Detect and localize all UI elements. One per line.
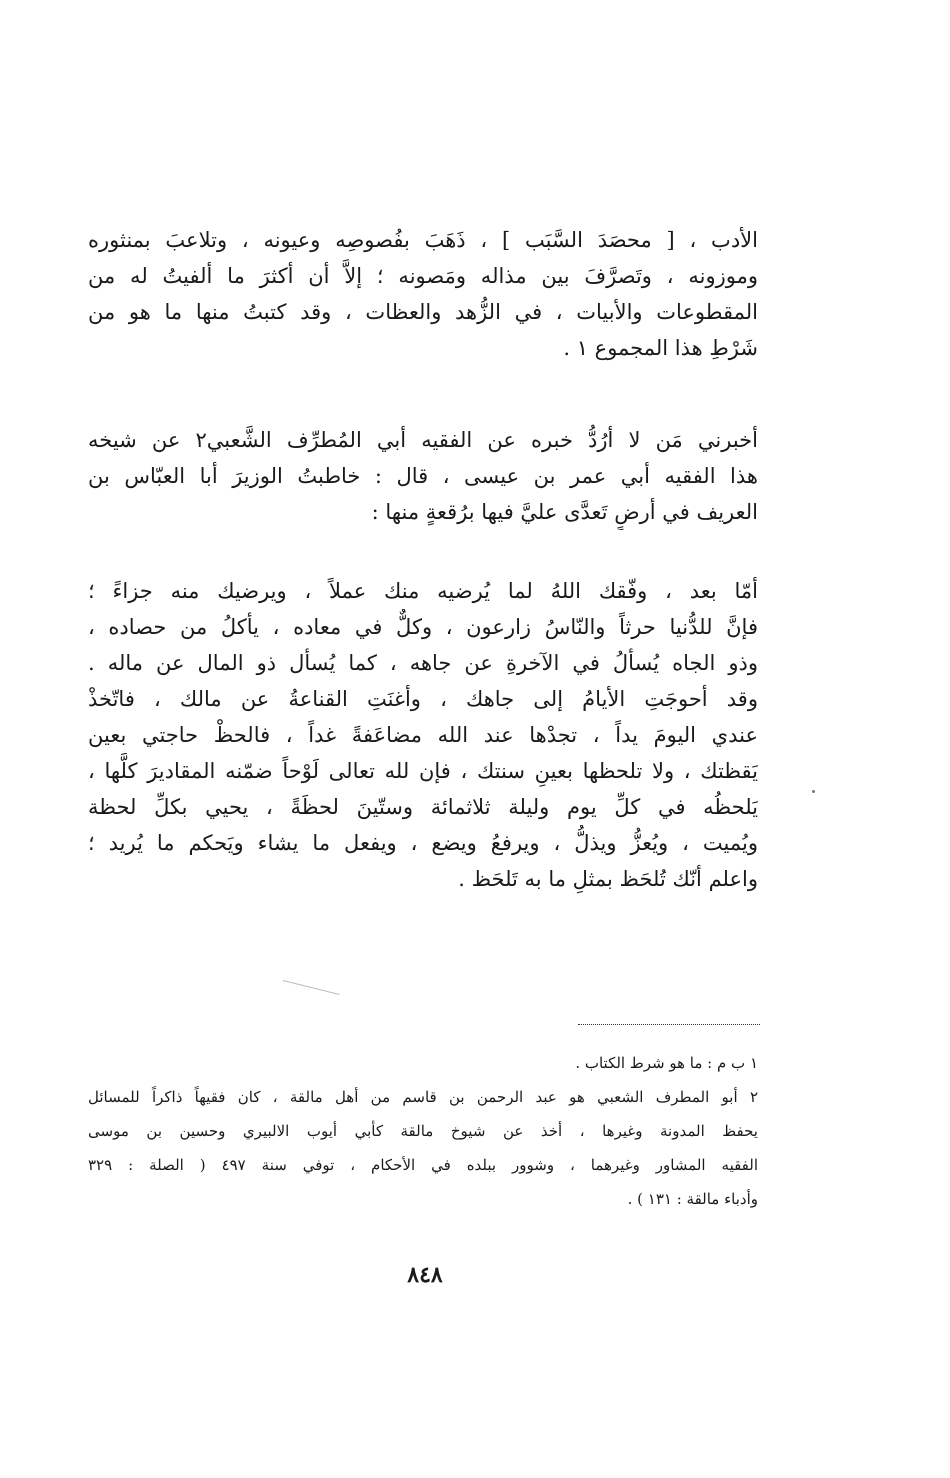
- text-line: فإنَّ للدُّنيا حرثاً والنّاسُ زارعون ، وكلٌّ في معاده ، يأكلُ من حصاده ،: [88, 615, 758, 639]
- paragraph-letter: [88, 573, 758, 897]
- text-line: أمّا بعد ، وفّقك اللهُ لما يُرضيه منك عملاً ، ويرضيك منه جزاءً ؛: [88, 579, 758, 603]
- footnote-line: ٢ أبو المطرف الشعبي هو عبد الرحمن بن قاسم من أهل مالقة ، كان فقيهاً ذاكراً للمسائل: [88, 1088, 758, 1106]
- text-line: أخبرني مَن لا أرُدُّ خبره عن الفقيه أبي المُطرِّف الشَّعبي٢ عن شيخه: [88, 428, 758, 452]
- text-line: العريف في أرضٍ تَعدَّى عليَّ فيها برُقعةٍ منها :: [371, 500, 758, 524]
- scan-speck: [812, 790, 815, 793]
- paragraph-narration: [88, 422, 758, 530]
- text-line: عندي اليومَ يداً ، تجدْها عند الله مضاعَفةً غداً ، فالحظْ حاجتي بعين: [88, 723, 758, 747]
- footnote-line: وأدباء مالقة : ١٣١ ) .: [627, 1190, 758, 1208]
- footnote-line: يحفظ المدونة وغيرها ، أخذ عن شيوخ مالقة كأبي أيوب الالبيري وحسين بن موسى: [88, 1122, 758, 1140]
- text-line: شَرْطِ هذا المجموع ١ .: [563, 336, 758, 360]
- footnote-line: ١ ب م : ما هو شرط الكتاب .: [575, 1054, 758, 1072]
- footnote-line: الفقيه المشاور وغيرهما ، وشوور ببلده في الأحكام ، توفي سنة ٤٩٧ ( الصلة : ٣٢٩: [88, 1156, 758, 1174]
- paragraph-intro: [88, 222, 758, 366]
- footnotes: [88, 1046, 758, 1216]
- scan-mark: [283, 980, 340, 995]
- text-line: وموزونه ، وتَصرَّفَ بين مذاله ومَصونه ؛ إلاَّ أن أكثرَ ما ألفيتُ له من: [88, 264, 758, 288]
- text-line: المقطوعات والأبيات ، في الزُّهد والعظات ، وقد كتبتُ منها ما هو من: [88, 300, 758, 324]
- text-line: وذو الجاه يُسألُ في الآخرةِ عن جاهه ، كما يُسأل ذو المال عن ماله .: [88, 651, 758, 675]
- text-line: واعلم أنّك تُلحَظ بمثلِ ما به تَلحَظ .: [458, 867, 758, 891]
- text-line: يَقظتك ، ولا تلحظها بعينِ سنتك ، فإن لله تعالى لَوْحاً ضمّنه المقاديرَ كلَّها ،: [88, 759, 758, 783]
- text-line: هذا الفقيه أبي عمر بن عيسى ، قال : خاطبتُ الوزيرَ أبا العبّاس بن: [88, 464, 758, 488]
- text-line: ويُميت ، ويُعزُّ ويذلُّ ، ويرفعُ ويضع ، ويفعل ما يشاء ويَحكم ما يُريد ؛: [88, 831, 758, 855]
- text-line: يَلحظُه في كلِّ يوم وليلة ثلاثمائة وستّينَ لحظَةً ، يحيي بكلِّ لحظة: [88, 795, 758, 819]
- footnote-separator: [578, 1024, 760, 1025]
- text-line: الأدب ، [ محصَدَ السَّبَب ] ، ذَهَبَ بفُصوصِه وعيونه ، وتلاعبَ بمنثوره: [88, 228, 758, 252]
- text-line: وقد أحوجَتِ الأيامُ إلى جاهك ، وأغنَتِ القناعةُ عن مالك ، فاتّخذْ: [88, 687, 758, 711]
- page-number: ٨٤٨: [407, 1262, 443, 1288]
